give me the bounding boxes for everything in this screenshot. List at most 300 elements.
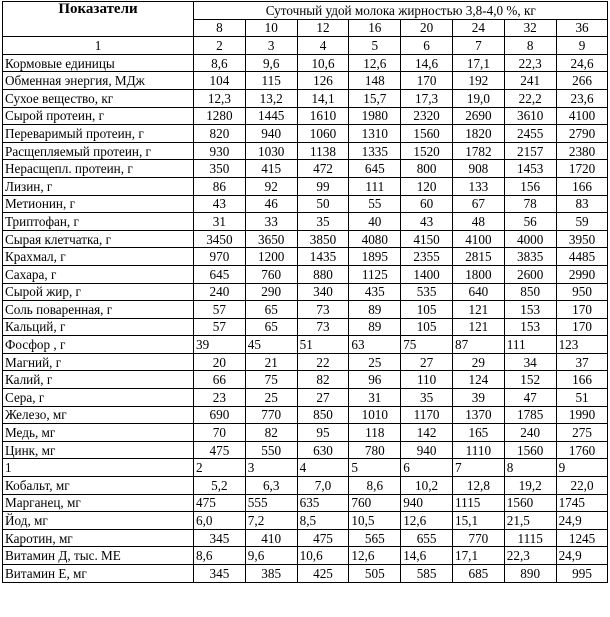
table-row bbox=[3, 301, 608, 319]
value-cell: 21 bbox=[245, 353, 297, 371]
value-cell: 645 bbox=[349, 160, 401, 178]
value-cell: 12,3 bbox=[194, 89, 246, 107]
value-cell: 950 bbox=[556, 283, 608, 301]
value-cell: 24,6 bbox=[556, 54, 608, 72]
table-row bbox=[3, 512, 608, 530]
value-cell: 1760 bbox=[556, 441, 608, 459]
value-cell: 166 bbox=[556, 177, 608, 195]
value-cell: 111 bbox=[504, 336, 556, 354]
value-cell: 12,6 bbox=[349, 547, 401, 565]
table-row bbox=[3, 565, 608, 583]
table-row bbox=[3, 160, 608, 178]
value-cell: 50 bbox=[297, 195, 349, 213]
column-number-cell: 8 bbox=[504, 37, 556, 55]
value-cell: 47 bbox=[504, 389, 556, 407]
value-cell: 3650 bbox=[245, 230, 297, 248]
value-cell: 35 bbox=[401, 389, 453, 407]
value-cell: 37 bbox=[556, 353, 608, 371]
value-cell: 67 bbox=[452, 195, 504, 213]
value-cell: 2455 bbox=[504, 125, 556, 143]
value-cell: 15,7 bbox=[349, 89, 401, 107]
value-cell: 550 bbox=[245, 441, 297, 459]
value-cell: 2690 bbox=[452, 107, 504, 125]
value-cell: 475 bbox=[194, 441, 246, 459]
table-row bbox=[3, 318, 608, 336]
value-cell: 121 bbox=[452, 301, 504, 319]
value-cell: 148 bbox=[349, 72, 401, 90]
value-cell: 8 bbox=[504, 459, 556, 477]
table-row bbox=[3, 107, 608, 125]
row-label: Лизин, г bbox=[3, 177, 194, 195]
table-row bbox=[3, 529, 608, 547]
value-cell: 780 bbox=[349, 441, 401, 459]
value-cell: 1435 bbox=[297, 248, 349, 266]
value-cell: 104 bbox=[194, 72, 246, 90]
value-cell: 1110 bbox=[452, 441, 504, 459]
value-cell: 1820 bbox=[452, 125, 504, 143]
table-row bbox=[3, 283, 608, 301]
table-row bbox=[3, 441, 608, 459]
value-cell: 6,3 bbox=[245, 477, 297, 495]
table-row bbox=[3, 477, 608, 495]
column-number-cell: 1 bbox=[3, 37, 194, 55]
value-cell: 1720 bbox=[556, 160, 608, 178]
value-cell: 3 bbox=[245, 459, 297, 477]
table-row bbox=[3, 89, 608, 107]
value-cell: 1980 bbox=[349, 107, 401, 125]
value-cell: 8,6 bbox=[349, 477, 401, 495]
value-cell: 15,1 bbox=[452, 512, 504, 530]
value-cell: 1125 bbox=[349, 265, 401, 283]
value-cell: 25 bbox=[349, 353, 401, 371]
column-number-cell: 3 bbox=[245, 37, 297, 55]
value-cell: 4100 bbox=[556, 107, 608, 125]
value-cell: 33 bbox=[245, 213, 297, 231]
value-cell: 110 bbox=[401, 371, 453, 389]
column-number-cell: 2 bbox=[194, 37, 246, 55]
value-cell: 3850 bbox=[297, 230, 349, 248]
value-cell: 3950 bbox=[556, 230, 608, 248]
value-cell: 1200 bbox=[245, 248, 297, 266]
row-label: Метионин, г bbox=[3, 195, 194, 213]
table-row bbox=[3, 336, 608, 354]
value-cell: 770 bbox=[245, 406, 297, 424]
row-label: Кобальт, мг bbox=[3, 477, 194, 495]
row-label: Сера, г bbox=[3, 389, 194, 407]
value-cell: 22,0 bbox=[556, 477, 608, 495]
row-label: Йод, мг bbox=[3, 512, 194, 530]
value-cell: 14,6 bbox=[401, 547, 453, 565]
value-cell: 640 bbox=[452, 283, 504, 301]
yield-header-cell: 10 bbox=[245, 19, 297, 37]
value-cell: 86 bbox=[194, 177, 246, 195]
value-cell: 22 bbox=[297, 353, 349, 371]
value-cell: 75 bbox=[245, 371, 297, 389]
value-cell: 78 bbox=[504, 195, 556, 213]
value-cell: 850 bbox=[297, 406, 349, 424]
value-cell: 95 bbox=[297, 424, 349, 442]
row-label: Медь, мг bbox=[3, 424, 194, 442]
value-cell: 9 bbox=[556, 459, 608, 477]
value-cell: 22,2 bbox=[504, 89, 556, 107]
row-label: Магний, г bbox=[3, 353, 194, 371]
table-body bbox=[3, 54, 608, 582]
value-cell: 8,5 bbox=[297, 512, 349, 530]
value-cell: 1560 bbox=[504, 494, 556, 512]
value-cell: 1060 bbox=[297, 125, 349, 143]
yield-header-cell: 8 bbox=[194, 19, 246, 37]
value-cell: 630 bbox=[297, 441, 349, 459]
table-row bbox=[3, 177, 608, 195]
row-label: Сырой протеин, г bbox=[3, 107, 194, 125]
value-cell: 585 bbox=[401, 565, 453, 583]
table-row bbox=[3, 371, 608, 389]
value-cell: 31 bbox=[194, 213, 246, 231]
yield-header-cell: 24 bbox=[452, 19, 504, 37]
value-cell: 10,6 bbox=[297, 54, 349, 72]
row-label: Витамин Е, мг bbox=[3, 565, 194, 583]
value-cell: 170 bbox=[556, 301, 608, 319]
value-cell: 123 bbox=[556, 336, 608, 354]
value-cell: 800 bbox=[401, 160, 453, 178]
value-cell: 40 bbox=[349, 213, 401, 231]
value-cell: 170 bbox=[401, 72, 453, 90]
row-label: Сухое вещество, кг bbox=[3, 89, 194, 107]
value-cell: 34 bbox=[504, 353, 556, 371]
value-cell: 27 bbox=[401, 353, 453, 371]
value-cell: 2157 bbox=[504, 142, 556, 160]
row-label: Расщепляемый протеин, г bbox=[3, 142, 194, 160]
value-cell: 1453 bbox=[504, 160, 556, 178]
value-cell: 1560 bbox=[401, 125, 453, 143]
value-cell: 2815 bbox=[452, 248, 504, 266]
value-cell: 153 bbox=[504, 318, 556, 336]
value-cell: 350 bbox=[194, 160, 246, 178]
value-cell: 690 bbox=[194, 406, 246, 424]
table-row bbox=[3, 125, 608, 143]
value-cell: 22,3 bbox=[504, 547, 556, 565]
value-cell: 2990 bbox=[556, 265, 608, 283]
value-cell: 1280 bbox=[194, 107, 246, 125]
value-cell: 59 bbox=[556, 213, 608, 231]
value-cell: 760 bbox=[349, 494, 401, 512]
value-cell: 126 bbox=[297, 72, 349, 90]
value-cell: 105 bbox=[401, 301, 453, 319]
value-cell: 56 bbox=[504, 213, 556, 231]
value-cell: 890 bbox=[504, 565, 556, 583]
value-cell: 1115 bbox=[504, 529, 556, 547]
value-cell: 930 bbox=[194, 142, 246, 160]
value-cell: 4150 bbox=[401, 230, 453, 248]
value-cell: 995 bbox=[556, 565, 608, 583]
value-cell: 124 bbox=[452, 371, 504, 389]
value-cell: 940 bbox=[401, 494, 453, 512]
yield-header-cell: 20 bbox=[401, 19, 453, 37]
value-cell: 345 bbox=[194, 565, 246, 583]
value-cell: 63 bbox=[349, 336, 401, 354]
table-row bbox=[3, 353, 608, 371]
column-number-cell: 6 bbox=[401, 37, 453, 55]
row-label: Сахара, г bbox=[3, 265, 194, 283]
table-row bbox=[3, 494, 608, 512]
value-cell: 1370 bbox=[452, 406, 504, 424]
row-label: Нерасщепл. протеин, г bbox=[3, 160, 194, 178]
value-cell: 23 bbox=[194, 389, 246, 407]
value-cell: 43 bbox=[401, 213, 453, 231]
value-cell: 4000 bbox=[504, 230, 556, 248]
yield-header-cell: 12 bbox=[297, 19, 349, 37]
value-cell: 10,2 bbox=[401, 477, 453, 495]
value-cell: 96 bbox=[349, 371, 401, 389]
value-cell: 6 bbox=[401, 459, 453, 477]
value-cell: 75 bbox=[401, 336, 453, 354]
value-cell: 425 bbox=[297, 565, 349, 583]
table-row bbox=[3, 248, 608, 266]
value-cell: 153 bbox=[504, 301, 556, 319]
table-row bbox=[3, 213, 608, 231]
value-cell: 475 bbox=[194, 494, 246, 512]
value-cell: 3610 bbox=[504, 107, 556, 125]
value-cell: 635 bbox=[297, 494, 349, 512]
value-cell: 4485 bbox=[556, 248, 608, 266]
value-cell: 43 bbox=[194, 195, 246, 213]
value-cell: 82 bbox=[297, 371, 349, 389]
value-cell: 57 bbox=[194, 318, 246, 336]
value-cell: 415 bbox=[245, 160, 297, 178]
value-cell: 7,2 bbox=[245, 512, 297, 530]
value-cell: 14,6 bbox=[401, 54, 453, 72]
value-cell: 22,3 bbox=[504, 54, 556, 72]
value-cell: 9,6 bbox=[245, 54, 297, 72]
column-number-cell: 7 bbox=[452, 37, 504, 55]
value-cell: 435 bbox=[349, 283, 401, 301]
value-cell: 940 bbox=[245, 125, 297, 143]
value-cell: 565 bbox=[349, 529, 401, 547]
value-cell: 1520 bbox=[401, 142, 453, 160]
value-cell: 27 bbox=[297, 389, 349, 407]
value-cell: 48 bbox=[452, 213, 504, 231]
value-cell: 241 bbox=[504, 72, 556, 90]
value-cell: 266 bbox=[556, 72, 608, 90]
value-cell: 82 bbox=[245, 424, 297, 442]
value-cell: 1138 bbox=[297, 142, 349, 160]
value-cell: 535 bbox=[401, 283, 453, 301]
value-cell: 645 bbox=[194, 265, 246, 283]
value-cell: 2380 bbox=[556, 142, 608, 160]
value-cell: 13,2 bbox=[245, 89, 297, 107]
value-cell: 1782 bbox=[452, 142, 504, 160]
value-cell: 2320 bbox=[401, 107, 453, 125]
value-cell: 1560 bbox=[504, 441, 556, 459]
value-cell: 1170 bbox=[401, 406, 453, 424]
value-cell: 152 bbox=[504, 371, 556, 389]
value-cell: 51 bbox=[297, 336, 349, 354]
column-number-cell: 9 bbox=[556, 37, 608, 55]
value-cell: 505 bbox=[349, 565, 401, 583]
table-row bbox=[3, 142, 608, 160]
value-cell: 166 bbox=[556, 371, 608, 389]
value-cell: 1800 bbox=[452, 265, 504, 283]
value-cell: 908 bbox=[452, 160, 504, 178]
value-cell: 10,5 bbox=[349, 512, 401, 530]
value-cell: 111 bbox=[349, 177, 401, 195]
value-cell: 25 bbox=[245, 389, 297, 407]
row-label: Сырая клетчатка, г bbox=[3, 230, 194, 248]
value-cell: 9,6 bbox=[245, 547, 297, 565]
value-cell: 10,6 bbox=[297, 547, 349, 565]
value-cell: 105 bbox=[401, 318, 453, 336]
value-cell: 1115 bbox=[452, 494, 504, 512]
value-cell: 2790 bbox=[556, 125, 608, 143]
value-cell: 475 bbox=[297, 529, 349, 547]
value-cell: 19,2 bbox=[504, 477, 556, 495]
value-cell: 87 bbox=[452, 336, 504, 354]
row-label: Цинк, мг bbox=[3, 441, 194, 459]
value-cell: 65 bbox=[245, 301, 297, 319]
value-cell: 66 bbox=[194, 371, 246, 389]
value-cell: 685 bbox=[452, 565, 504, 583]
row-label: Кормовые единицы bbox=[3, 54, 194, 72]
value-cell: 92 bbox=[245, 177, 297, 195]
value-cell: 156 bbox=[504, 177, 556, 195]
value-cell: 1400 bbox=[401, 265, 453, 283]
value-cell: 240 bbox=[504, 424, 556, 442]
value-cell: 83 bbox=[556, 195, 608, 213]
value-cell: 240 bbox=[194, 283, 246, 301]
table-row bbox=[3, 406, 608, 424]
row-label: Сырой жир, г bbox=[3, 283, 194, 301]
row-label: Крахмал, г bbox=[3, 248, 194, 266]
value-cell: 51 bbox=[556, 389, 608, 407]
table-row bbox=[3, 459, 608, 477]
row-label: Калий, г bbox=[3, 371, 194, 389]
table-header bbox=[3, 2, 608, 55]
value-cell: 192 bbox=[452, 72, 504, 90]
value-cell: 970 bbox=[194, 248, 246, 266]
row-label: Триптофан, г bbox=[3, 213, 194, 231]
row-label: Кальций, г bbox=[3, 318, 194, 336]
value-cell: 99 bbox=[297, 177, 349, 195]
value-cell: 17,1 bbox=[452, 547, 504, 565]
value-cell: 170 bbox=[556, 318, 608, 336]
value-cell: 770 bbox=[452, 529, 504, 547]
value-cell: 850 bbox=[504, 283, 556, 301]
value-cell: 35 bbox=[297, 213, 349, 231]
value-cell: 1990 bbox=[556, 406, 608, 424]
value-cell: 1010 bbox=[349, 406, 401, 424]
table-row bbox=[3, 54, 608, 72]
value-cell: 39 bbox=[452, 389, 504, 407]
value-cell: 118 bbox=[349, 424, 401, 442]
value-cell: 6,0 bbox=[194, 512, 246, 530]
value-cell: 940 bbox=[401, 441, 453, 459]
value-cell: 1030 bbox=[245, 142, 297, 160]
value-cell: 8,6 bbox=[194, 547, 246, 565]
value-cell: 17,1 bbox=[452, 54, 504, 72]
value-cell: 70 bbox=[194, 424, 246, 442]
value-cell: 14,1 bbox=[297, 89, 349, 107]
value-cell: 4100 bbox=[452, 230, 504, 248]
table-row bbox=[3, 72, 608, 90]
row-label: Фосфор , г bbox=[3, 336, 194, 354]
value-cell: 45 bbox=[245, 336, 297, 354]
column-number-cell: 5 bbox=[349, 37, 401, 55]
value-cell: 290 bbox=[245, 283, 297, 301]
value-cell: 410 bbox=[245, 529, 297, 547]
value-cell: 820 bbox=[194, 125, 246, 143]
value-cell: 340 bbox=[297, 283, 349, 301]
value-cell: 8,6 bbox=[194, 54, 246, 72]
row-label: Переваримый протеин, г bbox=[3, 125, 194, 143]
value-cell: 4080 bbox=[349, 230, 401, 248]
value-cell: 46 bbox=[245, 195, 297, 213]
value-cell: 4 bbox=[297, 459, 349, 477]
value-cell: 1445 bbox=[245, 107, 297, 125]
table-row bbox=[3, 230, 608, 248]
value-cell: 73 bbox=[297, 301, 349, 319]
value-cell: 17,3 bbox=[401, 89, 453, 107]
value-cell: 1785 bbox=[504, 406, 556, 424]
value-cell: 12,6 bbox=[401, 512, 453, 530]
table-row bbox=[3, 389, 608, 407]
value-cell: 24,9 bbox=[556, 547, 608, 565]
value-cell: 65 bbox=[245, 318, 297, 336]
value-cell: 555 bbox=[245, 494, 297, 512]
table-row bbox=[3, 195, 608, 213]
value-cell: 7,0 bbox=[297, 477, 349, 495]
value-cell: 2355 bbox=[401, 248, 453, 266]
value-cell: 73 bbox=[297, 318, 349, 336]
value-cell: 12,8 bbox=[452, 477, 504, 495]
value-cell: 24,9 bbox=[556, 512, 608, 530]
yield-header-cell: 16 bbox=[349, 19, 401, 37]
value-cell: 472 bbox=[297, 160, 349, 178]
value-cell: 29 bbox=[452, 353, 504, 371]
indicators-header: Показатели bbox=[3, 2, 194, 37]
row-label: Витамин Д, тыс. МЕ bbox=[3, 547, 194, 565]
daily-yield-header: Суточный удой молока жирностью 3,8-4,0 %, кг bbox=[194, 2, 608, 20]
value-cell: 89 bbox=[349, 301, 401, 319]
value-cell: 39 bbox=[194, 336, 246, 354]
value-cell: 385 bbox=[245, 565, 297, 583]
row-label: Железо, мг bbox=[3, 406, 194, 424]
value-cell: 142 bbox=[401, 424, 453, 442]
value-cell: 60 bbox=[401, 195, 453, 213]
row-label: Соль поваренная, г bbox=[3, 301, 194, 319]
column-number-cell: 4 bbox=[297, 37, 349, 55]
table-row bbox=[3, 424, 608, 442]
value-cell: 165 bbox=[452, 424, 504, 442]
value-cell: 880 bbox=[297, 265, 349, 283]
value-cell: 115 bbox=[245, 72, 297, 90]
value-cell: 2 bbox=[194, 459, 246, 477]
value-cell: 20 bbox=[194, 353, 246, 371]
value-cell: 55 bbox=[349, 195, 401, 213]
value-cell: 5,2 bbox=[194, 477, 246, 495]
nutrition-norms-table bbox=[2, 1, 608, 583]
value-cell: 21,5 bbox=[504, 512, 556, 530]
value-cell: 121 bbox=[452, 318, 504, 336]
value-cell: 760 bbox=[245, 265, 297, 283]
value-cell: 1245 bbox=[556, 529, 608, 547]
row-label: 1 bbox=[3, 459, 194, 477]
value-cell: 133 bbox=[452, 177, 504, 195]
value-cell: 655 bbox=[401, 529, 453, 547]
value-cell: 1335 bbox=[349, 142, 401, 160]
value-cell: 23,6 bbox=[556, 89, 608, 107]
yield-header-cell: 36 bbox=[556, 19, 608, 37]
value-cell: 12,6 bbox=[349, 54, 401, 72]
